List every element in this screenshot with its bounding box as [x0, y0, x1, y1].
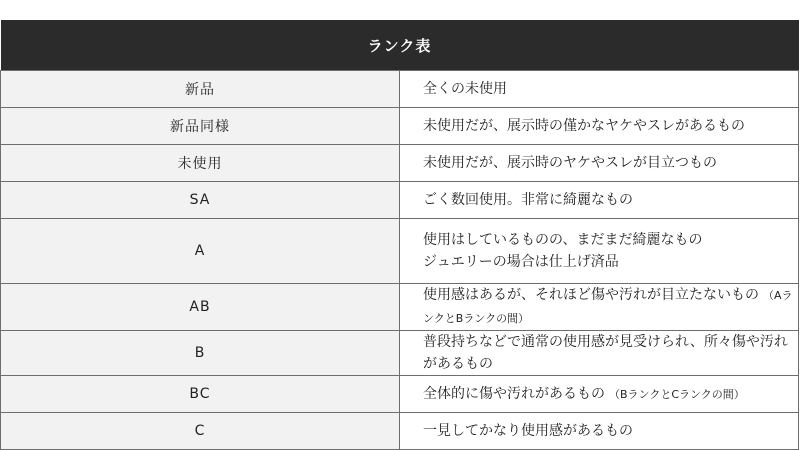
rank-cell: AB: [1, 284, 400, 331]
rank-cell: C: [1, 413, 400, 450]
table-row: [1, 71, 799, 108]
rank-cell: 未使用: [1, 145, 400, 182]
description-note: （BランクとCランクの間）: [609, 387, 745, 401]
rank-cell: B: [1, 331, 400, 376]
description-line: 普段持ちなどで通常の使用感が見受けられ、所々傷や汚れがあるもの: [423, 334, 788, 372]
description-cell: [400, 71, 799, 108]
description-cell: [400, 219, 799, 284]
description-cell: [400, 413, 799, 450]
rank-cell: 新品同様: [1, 108, 400, 145]
description-cell: [400, 108, 799, 145]
rank-cell: SA: [1, 182, 400, 219]
description-line: 使用はしているものの、まだまだ綺麗なもの: [423, 232, 703, 248]
description-cell: [400, 331, 799, 376]
description-line: 全体的に傷や汚れがあるもの: [423, 385, 605, 402]
description-line: 使用感はあるが、それほど傷や汚れが目立たないもの: [423, 287, 759, 303]
rank-cell: 新品: [1, 71, 400, 108]
table-row: [1, 219, 799, 284]
table-row: [1, 331, 799, 376]
table-title: ランク表: [1, 20, 799, 71]
table-row: [1, 413, 799, 450]
rank-cell: BC: [1, 376, 400, 413]
description-line: 一見してかなり使用感があるもの: [423, 423, 633, 439]
description-cell: [400, 145, 799, 182]
description-cell: [400, 376, 799, 413]
table-row: [1, 108, 799, 145]
table-row: [1, 376, 799, 413]
description-line: 未使用だが、展示時の僅かなヤケやスレがあるもの: [423, 118, 745, 134]
table-row: [1, 182, 799, 219]
rank-cell: A: [1, 219, 400, 284]
description-line: ジュエリーの場合は仕上げ済品: [423, 254, 619, 270]
description-cell: [400, 284, 799, 331]
description-line: 全くの未使用: [423, 81, 507, 97]
description-note: （AランクとBランクの間）: [423, 289, 793, 325]
description-cell: [400, 182, 799, 219]
table-row: [1, 284, 799, 331]
rank-table: [0, 20, 799, 450]
description-line: 未使用だが、展示時のヤケやスレが目立つもの: [423, 155, 717, 171]
description-line: ごく数回使用。非常に綺麗なもの: [423, 192, 633, 208]
table-row: [1, 145, 799, 182]
